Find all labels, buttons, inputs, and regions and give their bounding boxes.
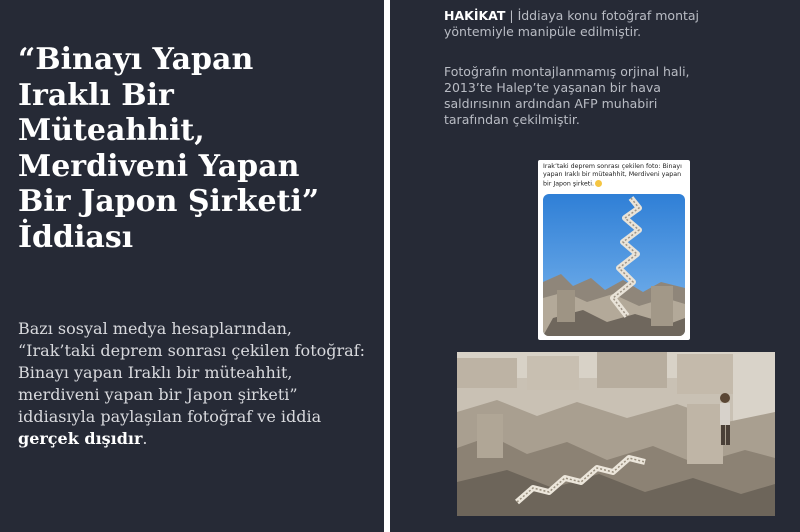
claim-verdict-emphasis: gerçek dışıdır [18,429,143,448]
claim-title: “Binayı Yapan Iraklı Bir Müteahhit, Merdiveni Yapan Bir Japon Şirketi” İddiası [18,42,320,255]
verdict-line [444,8,764,40]
claim-panel [0,0,384,532]
verdict-separator: | [505,8,518,23]
original-afp-photo [457,352,775,516]
original-photo-note: Fotoğrafın montajlanmamış orjinal hali, 2013’te Halep’te yaşanan bir hava saldırısının ardından AFP muhabiri tarafından çekilmiştir. [444,64,690,127]
man-figure [720,393,730,445]
verdict-label: HAKİKAT [444,8,506,23]
social-post-screenshot [538,160,690,340]
claim-description-end: . [142,429,148,448]
post-caption-text: Irak’taki deprem sonrası çekilen foto: Binayı yapan Iraklı bir müteahhit, Merdiveni yapan bir Japon şirketi. [543,163,682,188]
post-caption [543,163,683,189]
claim-description-text: Bazı sosyal medya hesaplarından, “Irak’taki deprem sonrası çekilen fotoğraf: Binayı yapan Iraklı bir müteahhit, merdiveni yapan bir Japon şirketi” iddiasıyla paylaşılan fotoğraf ve iddia [18,319,365,426]
claim-description [18,318,368,450]
fact-panel [390,0,800,532]
smile-emoji-icon [595,180,602,187]
verdict-text: İddiaya konu fotoğraf montaj yöntemiyle manipüle edilmiştir. [444,8,700,39]
manipulated-photo [543,194,685,336]
